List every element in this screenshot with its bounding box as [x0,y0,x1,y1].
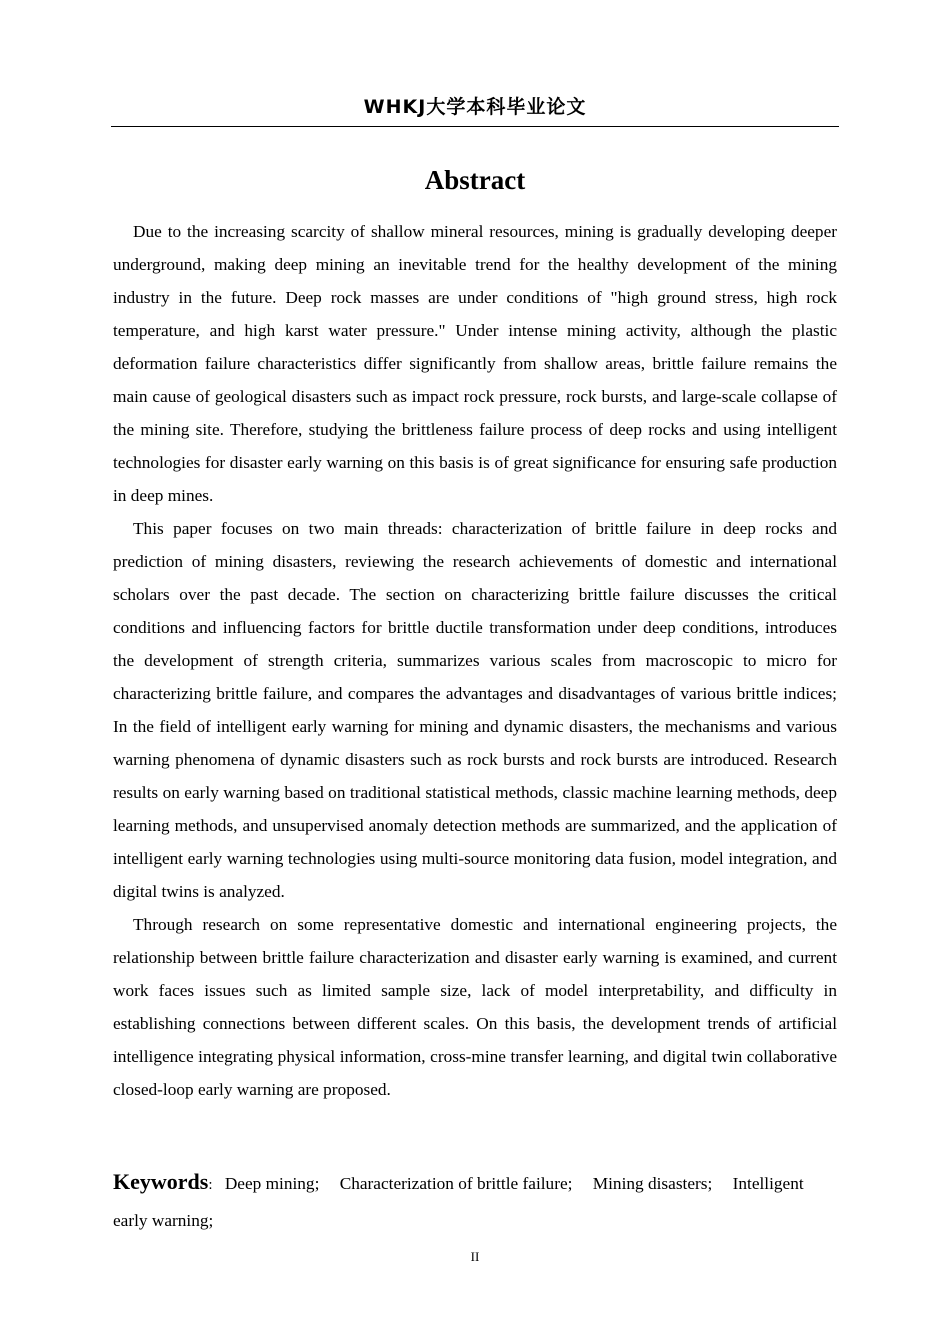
keyword-item: Mining disasters; [592,1174,713,1193]
abstract-body [113,215,837,1106]
page-header [111,94,839,127]
keywords-label: Keywords [113,1169,209,1194]
abstract-paragraph: Due to the increasing scarcity of shallow mineral resources, mining is gradually developing deeper underground, making deep mining an inevitable trend for the healthy development of the mining industry in the future. Deep rock masses are under conditions of "high ground stress, high rock temperature, and high karst water pressure." Under intense mining activity, although the plastic deformation failure characteristics differ significantly from shallow areas, brittle failure remains the main cause of geological disasters such as impact rock pressure, rock bursts, and large-scale collapse of the mining site. Therefore, studying the brittleness failure process of deep rocks and using intelligent technologies for disaster early warning on this basis is of great significance for ensuring safe production in deep mines. [113,222,837,505]
header-title: WHKJ大学本科毕业论文 [363,96,587,118]
page-number: II [470,1249,480,1264]
keyword-item: Intelligent early warning; [113,1174,804,1230]
keyword-item: Deep mining; [224,1174,320,1193]
keywords-section [113,1164,837,1238]
keyword-item: Characterization of brittle failure; [339,1174,573,1193]
abstract-paragraph: Through research on some representative domestic and international engineering projects, the relationship between brittle failure characterization and disaster early warning is examined, and current work faces issues such as limited sample size, lack of model interpretability, and difficulty in establishing connections between different scales. On this basis, the development trends of artificial intelligence integrating physical information, cross-mine transfer learning, and digital twin collaborative closed-loop early warning are proposed. [113,915,837,1099]
abstract-paragraph: This paper focuses on two main threads: characterization of brittle failure in deep rocks and prediction of mining disasters, reviewing the research achievements of domestic and international scholars over the past decade. The section on characterizing brittle failure discusses the critical conditions and influencing factors for brittle ductile transformation under deep conditions, introduces the development of strength criteria, summarizes various scales from macroscopic to micro for characterizing brittle failure, and compares the advantages and disadvantages of various brittle indices; In the field of intelligent early warning for mining and dynamic disasters, the mechanisms and various warning phenomena of dynamic disasters such as rock bursts and rock bursts are introduced. Research results on early warning based on traditional statistical methods, classic machine learning methods, deep learning methods, and unsupervised anomaly detection methods are summarized, and the application of intelligent early warning technologies using multi-source monitoring data fusion, model integration, and digital twins is analyzed. [113,519,837,901]
keywords-separator: : [208,1177,213,1193]
abstract-title: Abstract [424,165,526,195]
